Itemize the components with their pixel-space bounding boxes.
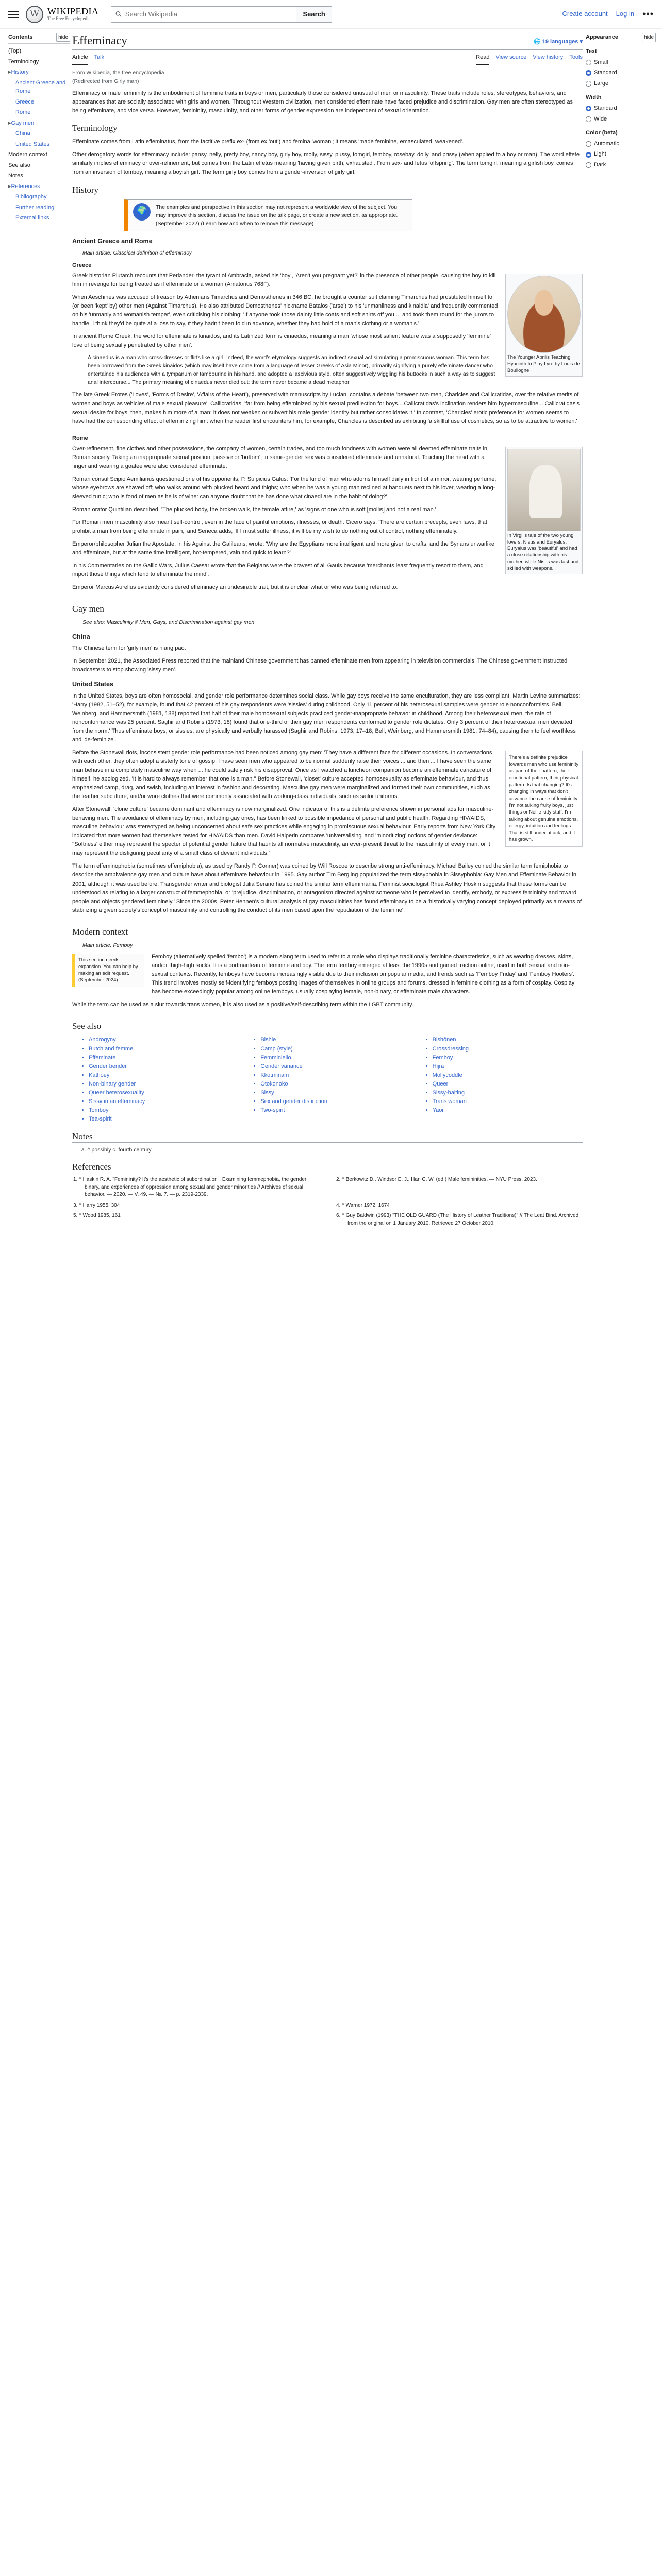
see-also-item[interactable]: • Gender variance [260,1062,410,1071]
search-box [111,6,296,23]
language-count: 19 languages [542,39,578,45]
toc-item-rome[interactable]: Rome [15,109,31,115]
width-wide[interactable] [586,115,656,124]
heading-terminology: Terminology [72,123,583,134]
side-quote: There's a definite prejudice towards men who use femininity as part of their pattern, their emotional pattern, their physical pattern. Is that changing? It's changing in ways that don't advance the cause of femininity. I'm not talking fruity boys, just things or Nellie kitty stuff. I'm talking about genuine emotions, energy, intuition and feelings. That is still under attack, and it has grown. [505,751,583,847]
reference-item: 4. ^ Warner 1972, 1674 [336,1202,390,1208]
paragraph: Effeminate comes from Latin effeminatus, from the factitive prefix ex- (from ex 'out') and femina 'woman'; it means 'made feminine, emasculated, weakened'. [72,139,464,145]
toc-item-gay-men[interactable]: ▸ Gay men [8,118,70,129]
figure-virgil [505,447,583,574]
see-also-item[interactable]: • Mollycoddle [433,1071,583,1080]
toc-item-history[interactable]: ▸ History [8,67,70,78]
toc-item-external-links[interactable]: External links [15,215,49,221]
see-also-item[interactable]: • Trans woman [433,1097,583,1106]
tab-view-source[interactable]: View source [495,54,527,60]
toc-item-references[interactable]: ▸ References [8,181,70,192]
notes-list [72,1146,583,1154]
appearance-hide-button[interactable]: hide [642,33,656,42]
width-label: Width [586,94,602,101]
search-input[interactable] [125,10,292,18]
toc-item-greece[interactable]: Greece [15,98,35,105]
see-also-item[interactable]: • Bishōnen [433,1036,583,1044]
paragraph: When Aeschines was accused of treason by Athenians Timarchus and Demosthenes in 346 BC, he brought a counter suit claiming Timarchus had prostituted himself to (or been 'kept' by) other men (Against Timarchus). He also attributed Demosthenes' nickname Batalos ('arse') to his 'unmanliness and kinaidia' and frequently commented on his 'unmanly and womanish temper', even criticising his clothing: 'If anyone took those dainty little coats and soft shirts off you ... and took them round for the jurors to handle, I think they'd be quite at a loss to say, if they hadn't been told in advance, whether they had hold of a man's clothing or a woman's.' [72,294,498,327]
heading-gay-men: Gay men [72,603,583,615]
paragraph: Emperor Marcus Aurelius evidently considered effeminacy an undesirable trait, but it is unclear what or who was being referred to. [72,584,398,591]
width-group [586,93,656,124]
see-also-item[interactable]: • Sissy-baiting [433,1089,583,1097]
see-also-item[interactable]: • Camp (style) [260,1045,410,1054]
heading-modern-context: Modern context [72,926,583,938]
see-also-item[interactable]: • Bishie [260,1036,410,1044]
heading-greece: Greece [72,262,92,269]
radio-selected-icon [586,70,591,76]
heading-see-also: See also [72,1021,583,1032]
option-label: Wide [594,115,607,122]
see-also-item[interactable]: • Tomboy [89,1106,239,1115]
logo-tagline: The Free Encyclopedia [47,16,91,22]
radio-selected-icon [586,152,591,158]
see-also-item[interactable]: • Queer heterosexuality [89,1089,239,1097]
search-form [111,6,332,23]
paragraph: Other derogatory words for effeminacy include: pansy, nelly, pretty boy, nancy boy, girly boy, molly, sissy, pussy, tomgirl, femboy, rosebay, dolly, and prissy (when applied to a boy or man). The word effete similarly implies effeminacy or over-refinement, but comes from the Latin effetus meaning 'having given birth, exhausted'. From sex- and fetus 'offspring'. The term tomgirl, meaning a girlish boy, comes from an inversion of tomboy, meaning a boyish girl. The term girly boy comes from a gender-inversion of girly girl. [72,151,580,176]
paragraph: In the United States, boys are often homosocial, and gender role performance determines social class. While gay boys receive the same enculturation, they are less compliant. Martin Levine summarizes: 'Harry (1982, 51–52), for example, found that 42 percent of his gay respondents were 'sissies' during childhood. Only 11 percent of his heterosexual samples were gender role nonconformists. Bell, Weinberg, and Hammersmith (1981, 188) reported that half of their male homosexual subjects practiced gender-inappropriate behavior in childhood. Among their heterosexual men, the rate of nonconformance was 25 percent. Saghir and Robins (1973, 18) found that one-third of their gay men respondents conformed to gender role dictates. Only 3 percent of their heterosexual men deviated from the norm.' Thus effeminate boys, or sissies, are physically and verbally harassed (Saghir and Robins, 1973, 17–18; Bell, Weinberg, and Hammersmith 1981, 74–84), causing them to feel worthless and 'de-feminize'. [72,692,581,743]
see-also-item[interactable]: • Femboy [433,1054,583,1062]
color-automatic[interactable] [586,140,656,149]
text-size-label: Text [586,48,597,55]
see-also-item[interactable]: • Crossdressing [433,1045,583,1054]
option-label: Standard [594,105,617,111]
page-title: Effeminacy [72,34,127,47]
toc-item-ancient-greece-and-rome[interactable]: Ancient Greece and Rome [15,79,66,94]
wikipedia-logo[interactable] [26,6,98,23]
radio-icon [586,60,591,65]
text-size-standard[interactable] [586,69,656,78]
option-label: Standard [594,70,617,76]
paragraph: Roman orator Quintilian described, 'The plucked body, the broken walk, the female attire,' as 'signs of one who is soft [mollis] and not a real man.' [72,506,436,513]
see-also-item[interactable]: • Otokonoko [260,1080,410,1089]
paragraph: Emperor/philosopher Julian the Apostate, in his Against the Galileans, wrote: 'Why are the Egyptians more intelligent and more given to crafts, and the Syrians unwarlike and effeminate, but at the same time intelligent, hot-tempered, vain and quick to learn?' [72,541,494,556]
see-also-item[interactable]: • Effeminate [89,1054,239,1062]
see-also-item[interactable]: • Androgyny [89,1036,239,1044]
paragraph: In ancient Rome Greek, the word for effeminate is kinaidos, and its Latinized form is cinaedus, meaning a man 'whose most salient feature was a supposedly 'feminine' love of being sexually penetrated by other men'. [72,333,491,349]
figure-caption: The Younger Aprilis Teaching Hyacinth to Play Lyre by Louis de Boullogne [507,354,580,374]
more-options-icon[interactable]: ••• [642,9,654,20]
see-also-item[interactable]: • Sex and gender distinction [260,1097,410,1106]
toc-item-see-also[interactable]: See also [8,162,30,168]
tab-read[interactable]: Read [476,52,489,65]
toc-hide-button[interactable]: hide [56,33,70,42]
toc-item-china[interactable]: China [15,130,30,137]
tab-tools[interactable]: Tools [569,54,583,60]
figure-greek [505,274,583,376]
statue-image[interactable] [507,449,581,531]
paragraph: The late Greek Erotes ('Loves', 'Forms of Desire', 'Affairs of the Heart'), preserved with manuscripts by Lucian, contains a debate 'between two men, Charicles and Callicratidas, over the relative merits of women and boys as vehicles of male sexual pleasure'. Callicratidas, 'far from being effeminized by his sexual predilection for boys... Callicratidas's inclination renders him hypermasculine... Callicratidas's sexual desire for boys, then, makes him more of a man; it does not weaken or subvert his male gender identity but rather consolidates it.' In contrast, 'Charicles' erotic preference for women seems to have had the corresponding effect of effeminizing him: when the reader first encounters him, for example, Charicles is described as exhibiting 'a skillful use of cosmetics, so as to be attractive to women.' [72,392,580,425]
option-label: Light [594,151,606,158]
tab-talk[interactable]: Talk [94,54,105,60]
text-size-large[interactable] [586,79,656,89]
notice-text: The examples and perspective in this section may not represent a worldwide view of the subject. You may improve this section, discuss the issue on the talk page, or create a new section, as appropriate. (September 2022) (Learn how and when to remove this message) [156,204,398,227]
toc-item-top[interactable]: (Top) [8,48,22,54]
note-item: a. ^ possibly c. fourth century [81,1147,152,1154]
text-size-small[interactable] [586,58,656,67]
references-list [72,1176,583,1230]
paragraph: For Roman men masculinity also meant self-control, even in the face of painful emotions, illnesses, or death. Cicero says, 'There are certain precepts, even laws, that prohibit a man from being effeminate in pain,' and Seneca adds, 'If I must suffer illness, it will be my wish to do nothing out of control, nothing effeminately.' [72,519,487,535]
see-also-item[interactable]: • Femminiello [260,1054,410,1062]
reference-item: 2. ^ Berkowitz D., Windsor E. J., Han C. W. (ed.) Male femininities. — NYU Press, 2023. [336,1177,537,1183]
see-also-item[interactable]: • Kathoey [89,1071,239,1080]
appearance-title: Appearance [586,34,618,40]
toc-item-notes[interactable]: Notes [8,173,23,179]
figure-caption: In Virgil's tale of the two young lovers, Nisus and Euryalus, Euryalus was 'beautiful' and had a close relationship with his mother, while Nisus was fast and skilled with weapons. [507,532,579,571]
heading-references: References [72,1161,583,1173]
redirect-note: (Redirected from Girly man) [72,78,139,85]
page-tabs [72,52,583,66]
color-light[interactable] [586,150,656,159]
reference-item: 1. ^ Haskin R. A. "Femininity? It's the aesthetic of subordination": Examining femmephobia, the gender binary, and experiences of oppression among sexual and gender minorities // Archives of sexual behavior. — 2020. — V. 49. — №. 7. — p. 2319-2339. [73,1177,307,1198]
globe-icon: W [26,6,43,23]
paragraph: Femboy (alternatively spelled 'fembo') is a modern slang term used to refer to a male who displays traditionally feminine characteristics, such as wearing dresses, skirts, and/or thigh-high socks. It is a portmanteau of feminine and boy. The term femboy emerged at least the 1990s and gained traction online, used in both sexual and non-sexual contexts. Recently, femboys have become increasingly visible due to their inclusion on popular media, and trends such as 'Femboy Friday' and 'Femboy Hooters'. This trend involves mostly self-identifying femboys posting images of themselves in online groups and forums, dressed in feminine clothing as a form of cosplay. Cosplay has become exceedingly popular among online femboys, usually cosplaying female, non-binary, or effeminate male characters. [152,954,575,995]
color-group [586,129,656,170]
toc-item-further-reading[interactable]: Further reading [15,204,55,211]
search-button[interactable]: Search [296,6,332,23]
width-standard[interactable] [586,104,656,113]
see-also-item[interactable]: • Butch and femme [89,1045,239,1054]
login-link[interactable]: Log in [616,10,635,18]
toc-item-modern-context[interactable]: Modern context [8,151,47,158]
see-also-item[interactable]: • Yaoi [433,1106,583,1115]
reference-item: 5. ^ Wood 1985, 161 [73,1213,121,1219]
lead-paragraph: Effeminacy or male femininity is the embodiment of feminine traits in boys or men, particularly those considered unusual of men or masculinity. These traits include roles, stereotypes, behaviors, and appearances that are socially associated with girls and women. Throughout Western civilization, men considered effeminate have faced prejudice and discrimination. Gay men are often stereotyped as being effeminate, and vice versa. However, femininity, masculinity, and other forms of gender expression are independent of sexual orientation. [72,90,573,114]
heading-history: History [72,184,583,196]
see-also-note[interactable]: See also: Masculinity § Men, Gays, and Discrimination against gay men [82,619,255,626]
reference-item: 6. ^ Guy Baldwin (1993) "THE OLD GUARD (The History of Leather Traditions)" // The Leat Bind. Archived from the original on 1 January 2010. Retrieved 27 October 2010. [336,1213,579,1226]
search-icon [115,11,122,18]
see-also-item[interactable]: • Non-binary gender [89,1080,239,1089]
main-menu-icon[interactable] [8,11,19,18]
option-label: Large [594,80,609,87]
reference-item: 3. ^ Harry 1955, 304 [73,1202,120,1208]
tab-article[interactable]: Article [72,52,88,65]
see-also-item[interactable]: • Tea-spirit [89,1115,239,1124]
logo-wordmark: WIKIPEDIA [47,6,99,17]
toc-item-bibliography[interactable]: Bibliography [15,194,47,200]
toc-title: Contents [8,34,33,40]
see-also-list [82,1036,583,1123]
see-also-item[interactable]: • Two-spirit [260,1106,410,1115]
heading-united-states: United States [72,681,113,688]
heading-china: China [72,633,90,640]
appearance-panel [586,33,656,175]
text-size-group [586,47,656,88]
heading-greece-rome: Ancient Greece and Rome [72,238,153,245]
heading-rome: Rome [72,435,88,442]
paragraph: While the term can be used as a slur towards trans women, it is also used as a positive/self-describing term within the LGBT community. [72,1002,413,1008]
color-dark[interactable] [586,161,656,170]
tab-view-history[interactable]: View history [533,54,564,60]
option-label: Automatic [594,140,619,147]
radio-icon [586,162,591,168]
article-main [72,33,583,1230]
see-also-item[interactable]: • Hijra [433,1062,583,1071]
blockquote: A cinaedus is a man who cross-dresses or flirts like a girl. Indeed, the word's etymology suggests an indirect sexual act simulating a promiscuous woman. This term has been borrowed from the Greek kinaidos (which may itself have come from a language of lesser Greeks of Asia Minor), primarily signifying a purely effeminate dancer who entertained his audiences with a tympanum or tambourine in his hand, and adopted a lascivious style, often suggestively wiggling his buttocks in such a way as to suggest anal intercourse... The primary meaning of cinaedus never died out; the term never became a dead metaphor. [88,354,495,385]
paragraph: In his Commentaries on the Gallic Wars, Julius Caesar wrote that the Belgians were the bravest of all Gauls because 'merchants least frequently resort to them, and import those things which tend to effeminate the mind'. [72,563,484,578]
paragraph: The term effeminophobia (sometimes effemiphobia), as used by Randy P. Conner) was coined by Will Roscoe to describe strong anti-effeminacy. Michael Bailey coined the similar term femiphobia to describe the ambivalence gay men and culture have about effeminate behaviour in 1995. Gay author Tim Bergling popularized the term sissyphobia in Sissyphobia: Gay Men and Effeminate Behavior in 2001, although it was used before. Transgender writer and biologist Julia Serano has coined the similar term effemimania. Feminist sociologist Rhea Ashley Hoskin suggests that these forms can be understood as relating to a larger construct of femmephobia, or 'prejudice, discrimination, or antagonism directed against someone who is perceived to identify, embody, or express femininity and toward people and objects gendered femininely.' Since the 2000s, Peter Hennen's cultural analysis of gay masculinities has found effeminacy to be a 'historically varying concept deployed primarily as a means of stabilizing a given society's concept of masculinity and controlling the conduct of its men based upon the repudiation of the feminine'. [72,863,582,913]
radio-icon [586,116,591,122]
paragraph: Greek historian Plutarch recounts that Periander, the tyrant of Ambracia, asked his 'boy', 'Aren't you pregnant yet?' in the presence of other people, causing the boy to kill him in revenge for being treated as if effeminate or a woman (Amatorius 768F). [72,273,496,288]
top-header [0,0,662,29]
toc-item-terminology[interactable]: Terminology [8,58,39,65]
toc-item-united-states[interactable]: United States [15,141,50,147]
radio-icon [586,141,591,147]
option-label: Dark [594,161,606,168]
expansion-notice: This section needs expansion. You can help by making an edit request. (September 2024) [72,954,144,987]
option-label: Small [594,59,608,65]
greek-painting-image[interactable] [507,276,581,353]
main-article-note[interactable]: Main article: Classical definition of effeminacy [82,249,192,256]
paragraph: In September 2021, the Associated Press reported that the mainland Chinese government has banned effeminate men from appearing in television commercials. The Chinese government instructed broadcasters to stop showing 'sissy men'. [72,658,568,673]
radio-icon [586,81,591,87]
paragraph: Over-refinement, fine clothes and other possessions, the company of women, certain trades, and too much fondness with women were all deemed effeminate traits in Roman society. Taking an inappropriate sexual position, passive or 'bottom', in same-gender sex was considered effeminate and unnatural. Touching the head with a finger and wearing a goatee were also considered effeminate. [72,445,488,469]
paragraph: After Stonewall, 'clone culture' became dominant and effeminacy is now marginalized. One indicator of this is a definite preference shown in personal ads for masculine-behaving men. The avoidance of effeminacy by men, including gay ones, has been linked to possible impedance of personal and public health. Regarding HIV/AIDS, masculine behaviour was stereotyped as being unconcerned about safe sex practices while engaging in promiscuous sexual behaviour. Early reports from New York City indicated that more women had themselves tested for HIV/AIDS than men. David Halperin compares 'universalising' and 'minoritizing' notions of gender deviance: ''Softness' either may represent the specter of potential gender failure that haunts all normative masculinity, an ever-present threat to the masculinity of every man, or it may represent the disfiguring peculiarity of a small class of deviant individuals.' [72,806,496,857]
paragraph: Roman consul Scipio Aemilianus questioned one of his opponents, P. Sulpicius Galus: 'For the kind of man who adorns himself daily in front of a mirror, wearing perfume; whose eyebrows are shaved off; who walks around with plucked beard and thighs; who when he was a young man reclined at banquets next to his lover, wearing a long-sleeved tunic; who is fond of men as he is of wine: can anyone doubt that he has done what cinaedi are in the habit of doing?' [72,476,496,500]
table-of-contents [8,33,70,224]
language-button[interactable]: 🌐 19 languages ▾ [533,39,583,45]
see-also-item[interactable]: • Sissy [260,1089,410,1097]
from-wikipedia: From Wikipedia, the free encyclopedia [72,70,164,76]
paragraph: The Chinese term for 'girly men' is niang pao. [72,645,186,652]
globe-notice-icon: 🌍 [133,203,151,221]
see-also-item[interactable]: • Sissy in an effeminacy [89,1097,239,1106]
radio-selected-icon [586,106,591,111]
see-also-item[interactable]: • Gender bender [89,1062,239,1071]
heading-notes: Notes [72,1131,583,1143]
see-also-item[interactable]: • Kkotminam [260,1071,410,1080]
worldwide-view-notice [124,199,412,232]
color-label: Color (beta) [586,130,618,137]
main-article-note[interactable]: Main article: Femboy [82,942,133,948]
paragraph: Before the Stonewall riots, inconsistent gender role performance had been noticed among gay men: 'They have a different face for different occasions. In conversations with each other, they often adopt a sisterly tone of gossip. I have seen men who appeared to be normal suddenly raise their voices ... and then ... I have seen the same man behave in a completely masculine way when ... he could safely risk his disapproval. Once as I watched a luncheon companion become an effeminate caricature of himself, he apologized. 'It is hard to always remember that one is a man.'' Before Stonewall, 'closet' culture accepted homosexuality as effeminate behaviour, and thus emphasized camp, drag, and swish, including an interest in fashion and decorating. Masculine gay men were marginalized and formed their own communities, such as the leather subculture, and/or wore clothes that were commonly associated with working-class individuals, such as sailor uniforms. [72,749,492,800]
see-also-item[interactable]: • Queer [433,1080,583,1089]
create-account-link[interactable]: Create account [562,10,608,18]
